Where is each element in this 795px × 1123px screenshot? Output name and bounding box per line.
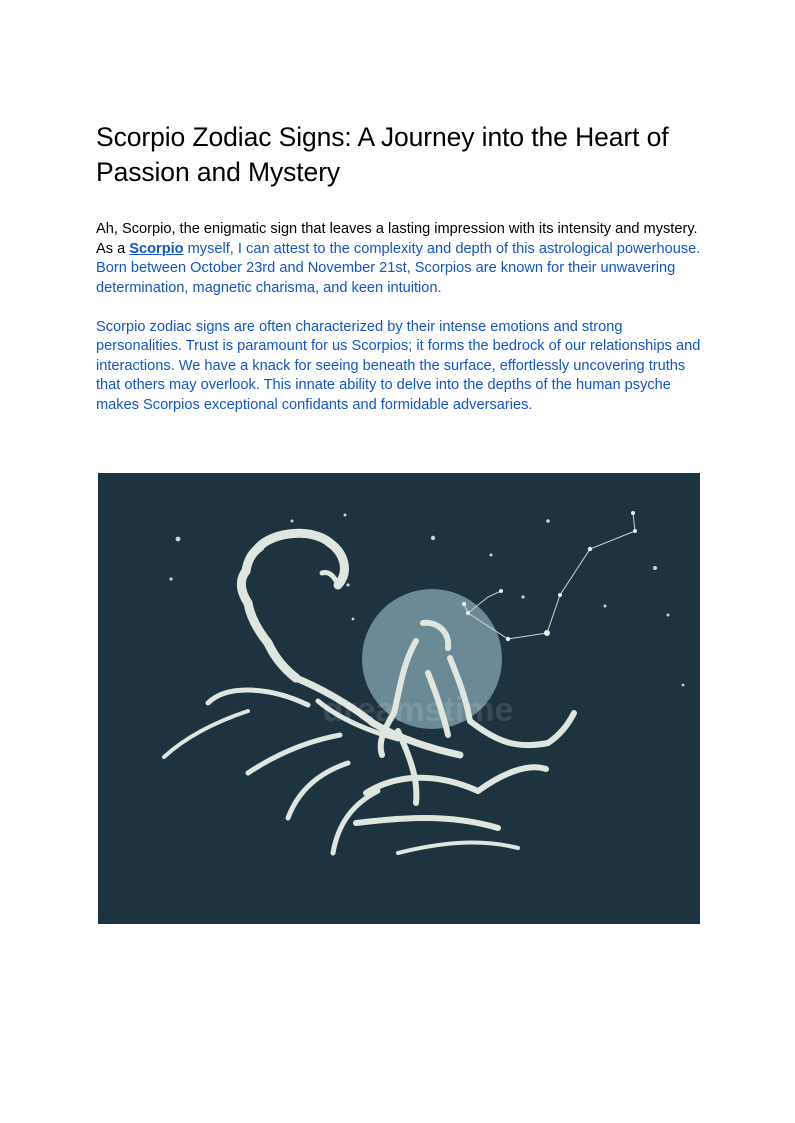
- scorpion-tail: [241, 533, 344, 678]
- intro-paragraph: [96, 220, 702, 298]
- traits-paragraph: Scorpio zodiac signs are often characterized by their intense emotions and strong personalities. Trust is paramount for us Scorpios; it forms the bedrock of our relationships and interactions. We have a knack for seeing beneath the surface, effortlessly uncovering truths that others may overlook. This innate ability to delve into the depths of the human psyche makes Scorpios exceptional confidants and formidable adversaries.: [96, 318, 701, 413]
- intro-tail-text: myself, I can attest to the complexity and depth of this astrological powerhouse. Born between October 23rd and November 21st, Scorpios are known for their unwavering determination, magnetic charisma, and keen intuition.: [96, 240, 701, 296]
- scorpio-artwork: [98, 473, 700, 924]
- intro-lead-text: Ah, Scorpio, the enigmatic sign that leaves a lasting impression with its intensity and mystery. As a: [96, 221, 698, 257]
- watermark-text: dreamstime: [322, 691, 514, 729]
- scorpio-illustration: [98, 473, 700, 924]
- article-title: Scorpio Zodiac Signs: A Journey into the Heart of Passion and Mystery: [96, 122, 669, 187]
- document-page: [96, 120, 702, 415]
- scorpio-link[interactable]: Scorpio: [129, 240, 184, 257]
